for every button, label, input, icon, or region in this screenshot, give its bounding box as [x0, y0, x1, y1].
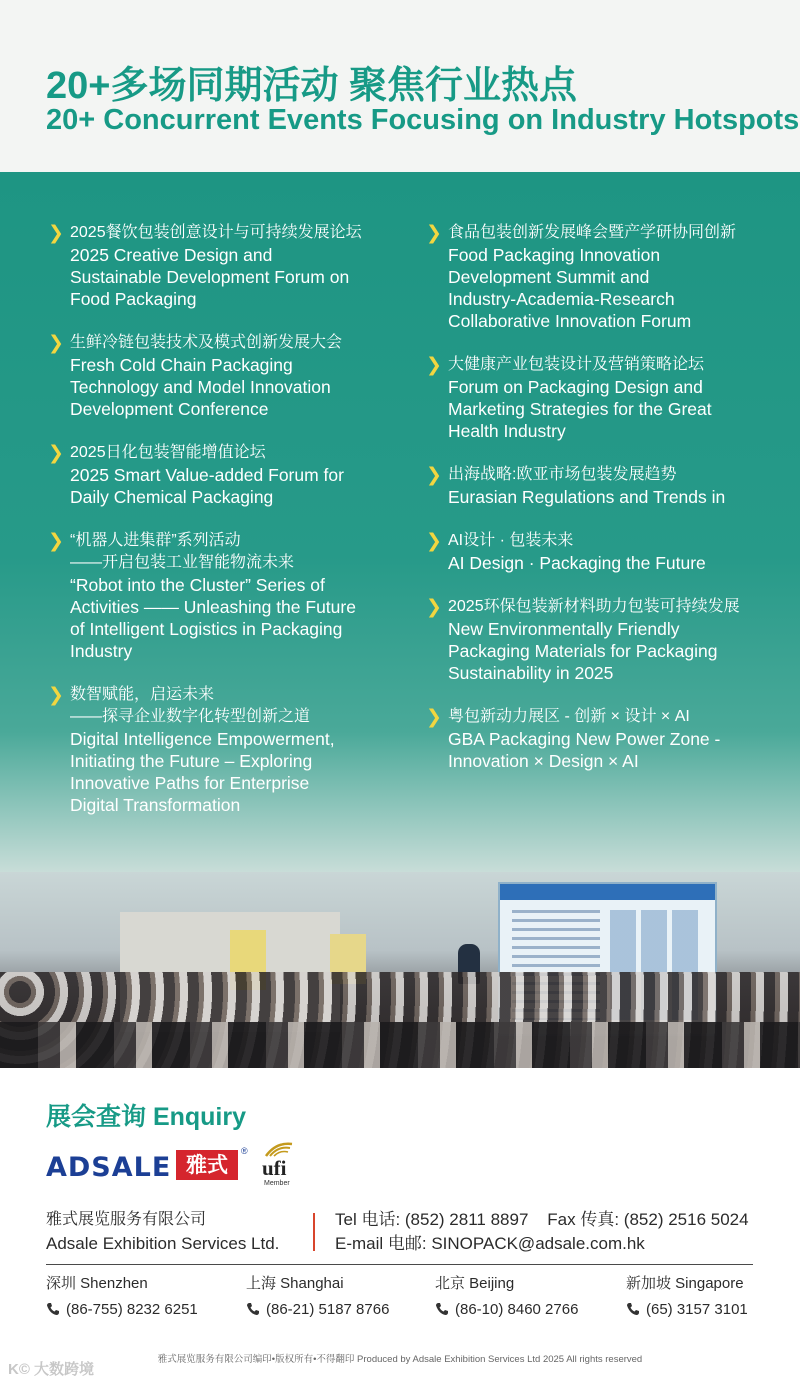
- office-phone[interactable]: (65) 3157 3101: [646, 1301, 748, 1318]
- office-phone[interactable]: (86-10) 8460 2766: [455, 1301, 579, 1318]
- event-title-cn: AI设计 · 包装未来: [448, 532, 574, 549]
- event-item: [426, 354, 766, 442]
- events-column-left: [48, 222, 388, 838]
- office-city: 深圳 Shenzhen: [46, 1275, 148, 1292]
- event-title-cn: 2025环保包装新材料助力包装可持续发展: [448, 598, 740, 615]
- event-title-cn: 大健康产业包装设计及营销策略论坛: [448, 356, 705, 373]
- event-title-cn: 2025日化包装智能增值论坛: [70, 444, 266, 461]
- header-band: [0, 0, 800, 172]
- event-title-en: Food Packaging Innovation Development Summit and Industry-Academia-Research Collaborative Innovation Forum: [448, 245, 692, 331]
- office-singapore: [626, 1274, 748, 1320]
- tel-fax: Tel 电话: (852) 2811 8897 Fax 传真: (852) 2516 5024: [335, 1210, 749, 1229]
- copyright-footer: 雅式展览服务有限公司编印•版权所有•不得翻印 Produced by Adsale Exhibition Services Ltd 2025 All rights reserved: [157, 1354, 643, 1365]
- adsale-logo-cn: 雅式: [176, 1150, 238, 1180]
- page-title-en: 20+ Concurrent Events Focusing on Industry Hotspots: [46, 104, 800, 136]
- event-item: [48, 530, 388, 662]
- board-header: [500, 884, 715, 900]
- adsale-logo: ADSALE: [46, 1152, 172, 1183]
- event-title-cn: 食品包装创新发展峰会暨产学研协同创新: [448, 224, 737, 241]
- event-title-en: 2025 Smart Value-added Forum for Daily Chemical Packaging: [70, 465, 344, 507]
- registered-mark: ®: [241, 1146, 248, 1156]
- phone-icon: [435, 1302, 449, 1316]
- office-shenzhen: [46, 1274, 198, 1320]
- divider: [46, 1264, 753, 1265]
- chevron-right-icon: ❯: [426, 465, 442, 486]
- office-shanghai: [246, 1274, 389, 1320]
- event-title-cn: 2025餐饮包装创意设计与可持续发展论坛: [70, 224, 362, 241]
- event-title-en: Fresh Cold Chain Packaging Technology and Model Innovation Development Conference: [70, 355, 331, 419]
- office-city: 上海 Shanghai: [246, 1275, 344, 1292]
- event-title-en: AI Design · Packaging the Future: [448, 553, 706, 573]
- event-title-cn: 数智赋能，启运未来 ——探寻企业数字化转型创新之道: [70, 686, 311, 725]
- event-title-en: Digital Intelligence Empowerment, Initiating the Future – Exploring Innovative Paths for Enterprise Digital Transformation: [70, 729, 335, 815]
- chevron-right-icon: ❯: [426, 531, 442, 552]
- chevron-right-icon: ❯: [48, 333, 64, 354]
- event-item: [48, 442, 388, 508]
- company-info: [46, 1208, 279, 1256]
- ufi-logo-text: ufi: [262, 1156, 287, 1180]
- event-item: [48, 684, 388, 816]
- event-title-en: 2025 Creative Design and Sustainable Development Forum on Food Packaging: [70, 245, 350, 309]
- phone-icon: [626, 1302, 640, 1316]
- company-name-en: Adsale Exhibition Services Ltd.: [46, 1234, 280, 1253]
- event-title-en: Eurasian Regulations and Trends in: [448, 487, 726, 507]
- event-item: [426, 706, 766, 772]
- photo-audience-front: [0, 1022, 800, 1068]
- enquiry-title: 展会查询 Enquiry: [46, 1103, 247, 1131]
- office-beijing: [435, 1274, 578, 1320]
- chevron-right-icon: ❯: [426, 355, 442, 376]
- event-item: [426, 222, 766, 332]
- event-title-cn: 生鲜冷链包装技术及模式创新发展大会: [70, 334, 343, 351]
- event-item: [426, 596, 766, 684]
- events-column-right: [426, 222, 766, 794]
- chevron-right-icon: ❯: [48, 531, 64, 552]
- chevron-right-icon: ❯: [426, 597, 442, 618]
- event-item: [48, 332, 388, 420]
- chevron-right-icon: ❯: [48, 443, 64, 464]
- office-phone[interactable]: (86-21) 5187 8766: [266, 1301, 390, 1318]
- watermark: K© 大数跨境: [8, 1361, 95, 1378]
- ufi-logo: [262, 1140, 296, 1190]
- chevron-right-icon: ❯: [426, 223, 442, 244]
- company-name-cn: 雅式展览服务有限公司: [46, 1211, 207, 1228]
- event-title-en: “Robot into the Cluster” Series of Activities —— Unleashing the Future of Intelligent Logistics in Packaging Industry: [70, 575, 356, 661]
- chevron-right-icon: ❯: [426, 707, 442, 728]
- contact-info: [335, 1208, 749, 1256]
- office-city: 新加坡 Singapore: [626, 1275, 744, 1292]
- office-city: 北京 Beijing: [435, 1275, 515, 1292]
- event-title-en: GBA Packaging New Power Zone - Innovation × Design × AI: [448, 729, 721, 771]
- event-title-cn: “机器人进集群”系列活动 ——开启包装工业智能物流未来: [70, 532, 295, 571]
- event-title-en: New Environmentally Friendly Packaging Materials for Packaging Sustainability in 2025: [448, 619, 718, 683]
- event-title-cn: 粤包新动力展区 - 创新 × 设计 × AI: [448, 708, 690, 725]
- email-link[interactable]: E-mail 电邮: SINOPACK@adsale.com.hk: [335, 1234, 645, 1253]
- event-title-cn: 出海战略:欧亚市场包装发展趋势: [448, 466, 677, 483]
- event-item: [426, 464, 766, 508]
- chevron-right-icon: ❯: [48, 223, 64, 244]
- conference-photo: [0, 872, 800, 1068]
- event-title-en: Forum on Packaging Design and Marketing Strategies for the Great Health Industry: [448, 377, 712, 441]
- vertical-divider: [313, 1213, 315, 1251]
- event-item: [48, 222, 388, 310]
- phone-icon: [46, 1302, 60, 1316]
- chevron-right-icon: ❯: [48, 685, 64, 706]
- phone-icon: [246, 1302, 260, 1316]
- office-phone[interactable]: (86-755) 8232 6251: [66, 1301, 198, 1318]
- page-title-cn: 20+多场同期活动 聚焦行业热点: [46, 65, 578, 107]
- event-item: [426, 530, 766, 574]
- ufi-member-label: Member: [264, 1180, 290, 1187]
